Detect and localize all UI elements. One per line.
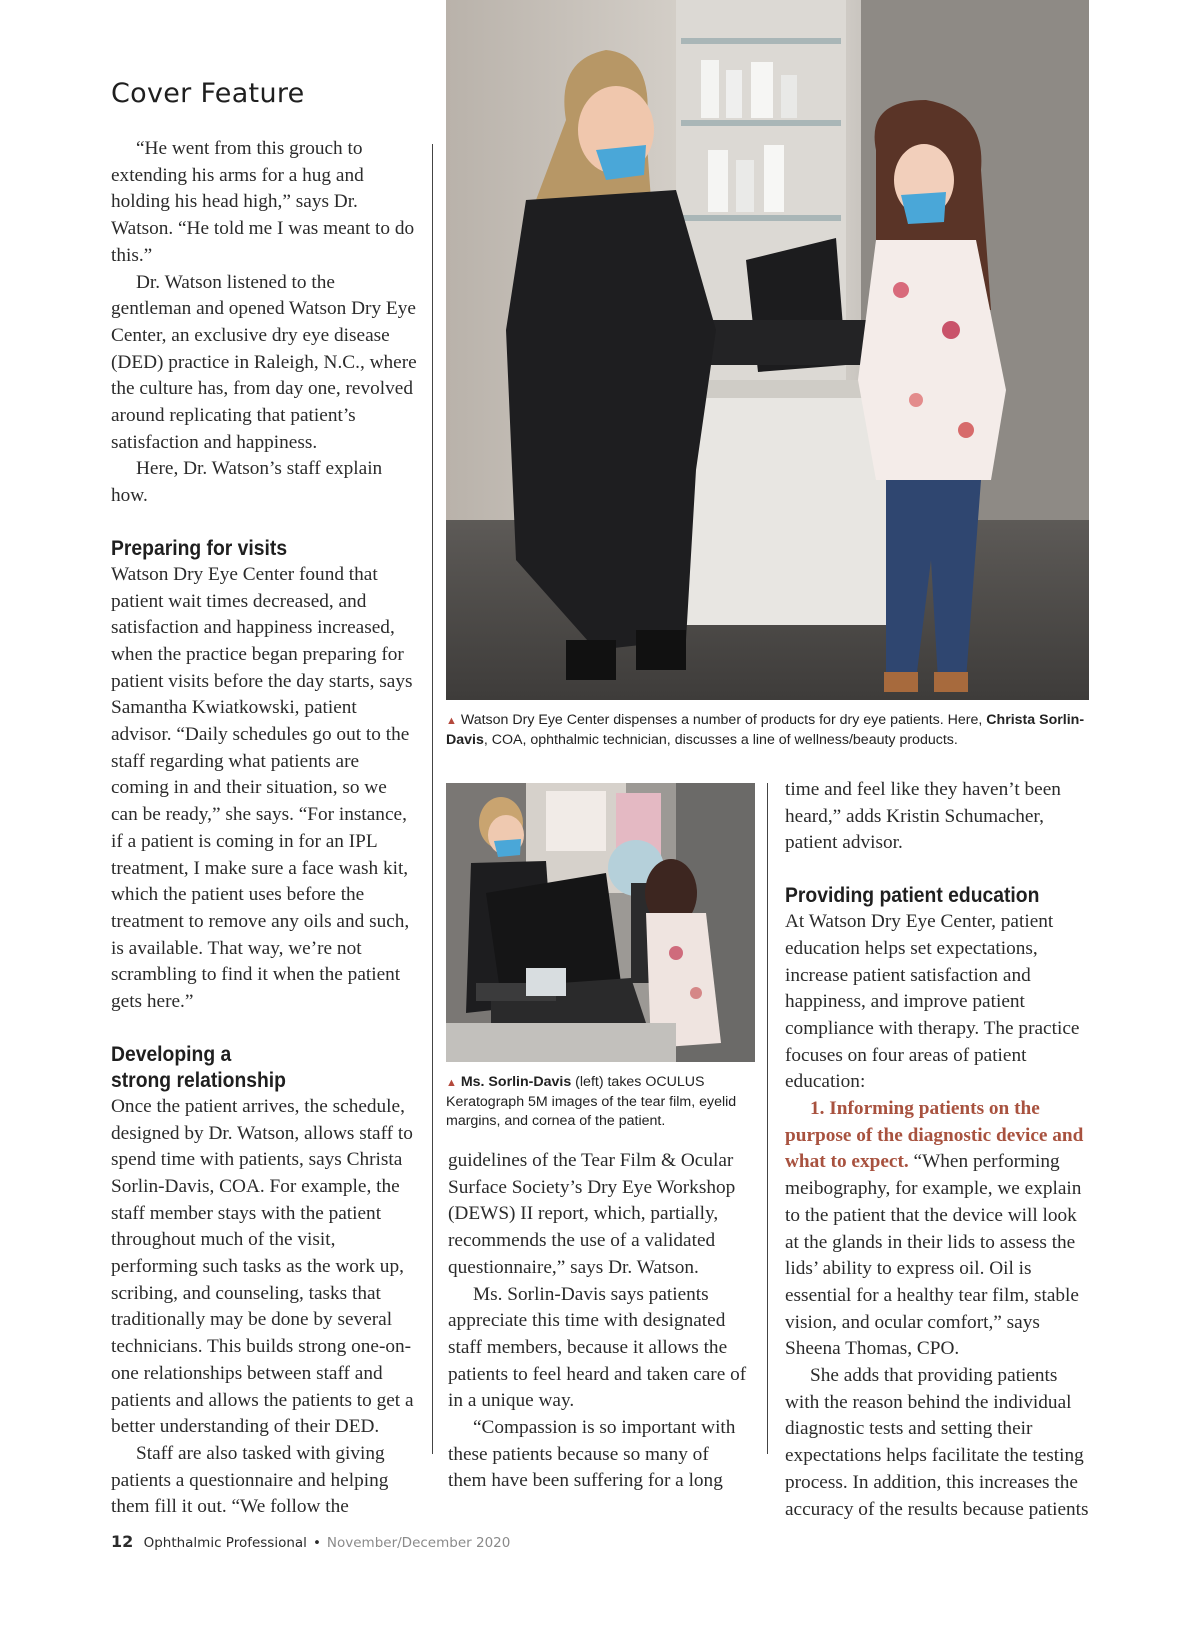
article-column-1 [111,136,417,1521]
subheading-patient-education: Providing patient education [785,884,1040,908]
column-rule [767,783,768,1454]
paragraph: Dr. Watson listened to the gentleman and opened Watson Dry Eye Center, an exclusive dry eye disease (DED) practice in Raleigh, N.C., where the culture has, from day one, revolved around replicating that patient’s satisfaction and happiness. [111,271,417,453]
caption-photo-2: ▲ Ms. Sorlin-Davis (left) takes OCULUS Keratograph 5M images of the tear film, eyelid margins, and cornea of the patient. [446,1074,737,1129]
subheading-preparing-for-visits: Preparing for visits [111,536,288,560]
paragraph: time and feel like they haven’t been heard,” adds Kristin Schumacher, patient advisor. [785,779,1061,854]
paragraph: Watson Dry Eye Center found that patient wait times decreased, and satisfaction and happiness increased, when the practice began preparing for patient visits before the day starts, says Samantha Kwiatkowski, patient advisor. “Daily schedules go out to the staff regarding what patients are coming in and their situation, so we can be ready,” she says. “For instance, if a patient is coming in for an IPL treatment, I make sure a face wash kit, which the patient uses before the treatment to remove any oils and such, is available. That way, we’re not scrambling to find it when the patient gets here.” [111,563,413,1013]
publication-name: Ophthalmic Professional [143,1535,307,1551]
paragraph: guidelines of the Tear Film & Ocular Surface Society’s Dry Eye Workshop (DEWS) II report, which, partially, recommends the use of a validated questionnaire,” says Dr. Watson. [448,1150,736,1278]
page-footer [111,1532,510,1551]
subheading-developing-relationship-line1: Developing a [111,1042,232,1066]
footer-separator: • [312,1535,321,1551]
article-column-3 [785,777,1091,1523]
column-rule [432,144,433,1454]
paragraph: Once the patient arrives, the schedule, designed by Dr. Watson, allows staff to spend time with patients, says Christa Sorlin-Davis, COA. For example, the staff member stays with the patient throughout much of the visit, performing such tasks as the work up, scribing, and counseling, tasks that traditionally may be done by several technicians. This builds strong one-on-one relationships between staff and patients and allows the patients to get a better understanding of their DED. [111,1095,414,1438]
page-number: 12 [111,1532,134,1551]
paragraph: Ms. Sorlin-Davis says patients appreciate this time with designated staff members, because it allows the patients to feel heard and taken care of in a unique way. [448,1283,747,1412]
photo-keratograph-exam [446,783,755,1062]
issue-date: November/December 2020 [326,1535,511,1551]
numbered-point-heading: 1. Informing patients on the purpose of the diagnostic device and what to expect. [785,1098,1084,1173]
subheading-developing-relationship-line2: strong relationship [111,1068,286,1092]
paragraph: She adds that providing patients with the reason behind the individual diagnostic tests and setting their expectations helps facilitate the testing process. In addition, this increases the accuracy of the results because patients [785,1365,1089,1520]
caption-triangle-icon: ▲ [446,715,457,727]
paragraph: “Compassion is so important with these patients because so many of them have been suffering for a long [448,1417,736,1492]
caption-triangle-icon: ▲ [446,1077,457,1089]
paragraph: “He went from this grouch to extending his arms for a hug and holding his head high,” says Dr. Watson. “He told me I was meant to do this.” [111,138,415,266]
paragraph: Staff are also tasked with giving patients a questionnaire and helping them fill it out. “We follow the [111,1442,389,1518]
article-column-2 [448,1148,752,1495]
photo-product-display [446,0,1089,700]
paragraph: Here, Dr. Watson’s staff explain how. [111,458,383,507]
paragraph: At Watson Dry Eye Center, patient education helps set expectations, increase patient satisfaction and happiness, and improve patient compliance with therapy. The practice focuses on four areas of patient education: [785,911,1080,1093]
paragraph: 1. Informing patients on the purpose of the diagnostic device and what to expect. “When performing meibography, for example, we explain to the patient that the device will look at the glands in their lids to assess the lids’ ability to express oil. Oil is essential for a healthy tear film, stable vision, and ocular comfort,” says Sheena Thomas, CPO. [785,1098,1084,1360]
caption-photo-1: ▲ Watson Dry Eye Center dispenses a number of products for dry eye patients. Here, Christa Sorlin-Davis, COA, ophthalmic technician, discusses a line of wellness/beauty products. [446,712,1085,748]
section-label: Cover Feature [111,78,305,109]
